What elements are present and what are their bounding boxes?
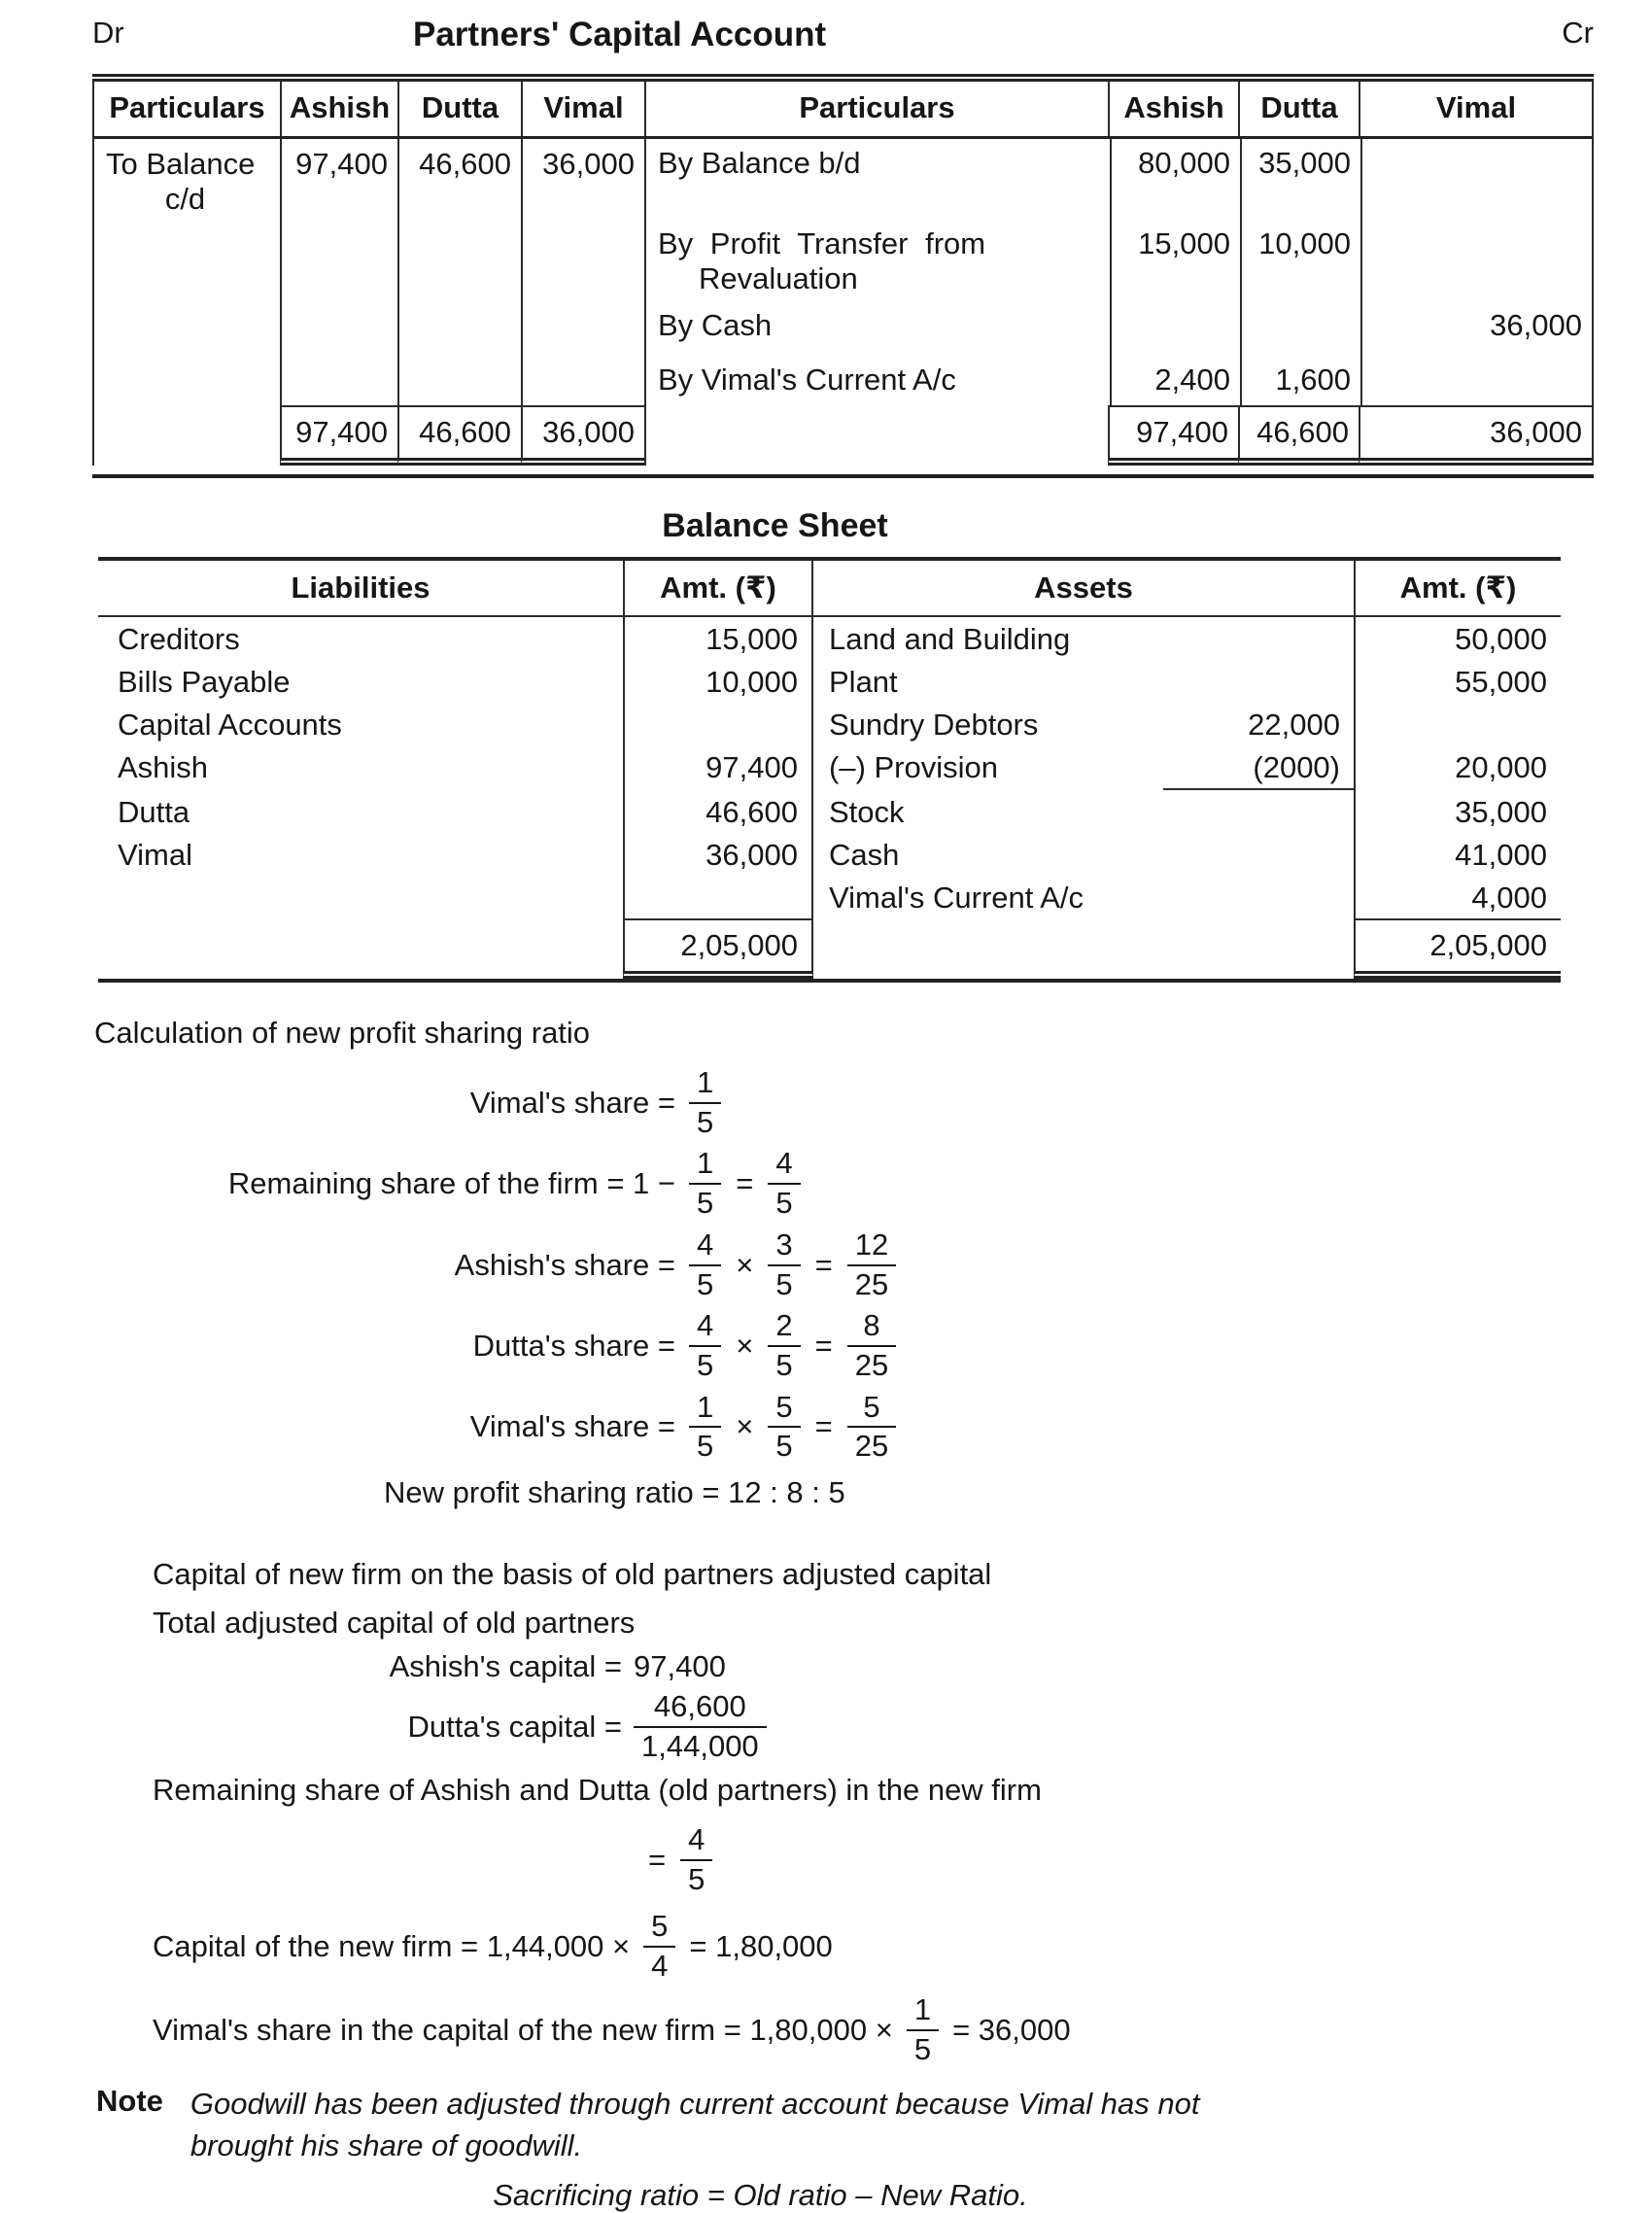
fraction: $\frac{3}{5}$ xyxy=(768,1228,800,1301)
fraction: $\frac{1}{5}$ xyxy=(907,1993,939,2066)
capital-credit-side xyxy=(644,139,1592,405)
totals-spacer xyxy=(98,918,623,979)
capital-new-firm-heading: Capital of new firm on the basis of old partners adjusted capital xyxy=(153,1557,992,1592)
debit-particulars-cell xyxy=(94,139,280,405)
liability-name: Capital Accounts xyxy=(118,708,342,742)
capital-table-header-row xyxy=(94,82,1592,139)
totals-spacer xyxy=(813,918,1163,979)
equals-sign: = xyxy=(814,1409,833,1444)
debit-particulars-line1: To Balance xyxy=(106,147,256,181)
liabilities-total: 2,05,000 xyxy=(623,918,813,979)
note-label: Note xyxy=(96,2083,163,2118)
asset-name: Sundry Debtors xyxy=(829,708,1039,742)
credit-row-label: By Vimal's Current A/c xyxy=(658,363,956,397)
asset-name: Land and Building xyxy=(829,622,1071,656)
debit-dutta-amount: 46,600 xyxy=(397,139,521,405)
debit-total-ashish: 97,400 xyxy=(280,405,397,466)
vimals-share-capital-line xyxy=(153,1992,1594,2068)
equals-sign: = xyxy=(736,1166,754,1201)
ashish-capital-value: 97,400 xyxy=(634,1648,726,1683)
asset-amount: 20,000 xyxy=(1354,745,1561,790)
formula-vimals-share-new xyxy=(92,1391,1594,1464)
debit-vimal-amount: 36,000 xyxy=(521,139,644,405)
multiply-sign: × xyxy=(736,1247,754,1282)
remaining-share-fraction-line xyxy=(648,1821,1594,1899)
dr-label: Dr xyxy=(92,16,124,50)
formula-vimals-share xyxy=(92,1066,1594,1139)
partners-capital-account-table xyxy=(92,74,1594,478)
formula-lhs: Vimal's share in the capital of the new firm = 1,80,000 × xyxy=(153,2012,893,2047)
liability-amount: 46,600 xyxy=(623,790,813,833)
formula-rhs xyxy=(689,1309,896,1382)
credit-ashish-amount: 15,000 xyxy=(1110,195,1240,296)
credit-vimal-amount xyxy=(1360,195,1592,296)
asset-amount xyxy=(1354,703,1561,745)
formula-lhs: Remaining share of the firm = 1 − xyxy=(227,1166,675,1201)
asset-inner-amount: 22,000 xyxy=(1248,708,1340,742)
remaining-share-heading: Remaining share of Ashish and Dutta (old partners) in the new firm xyxy=(153,1773,1042,1808)
fraction: $\frac{8}{25}$ xyxy=(847,1309,896,1382)
liability-amount: 36,000 xyxy=(623,833,813,876)
debit-total-vimal: 36,000 xyxy=(521,405,644,466)
liability-name: Vimal xyxy=(118,838,192,872)
totals-spacer xyxy=(644,405,1108,466)
credit-label-line1: By Profit Transfer from xyxy=(658,226,986,260)
fraction: $\frac{1}{5}$ xyxy=(689,1147,721,1220)
multiply-sign: × xyxy=(736,1329,754,1364)
header-amt-right: Amt. (₹) xyxy=(1354,561,1561,615)
capital-table-body xyxy=(94,139,1592,405)
header-ashish-debit: Ashish xyxy=(280,82,397,136)
asset-inner-amount xyxy=(1163,790,1354,833)
formula-duttas-share xyxy=(92,1309,1594,1382)
formula-lhs: Vimal's share = xyxy=(469,1085,675,1120)
credit-row-profit-transfer xyxy=(646,195,1592,296)
credit-vimal-amount xyxy=(1360,139,1592,195)
credit-total-dutta: 46,600 xyxy=(1238,405,1359,466)
fraction: $\frac{2}{5}$ xyxy=(768,1309,800,1382)
formula-remaining-share xyxy=(92,1147,1594,1220)
formula-lhs: Capital of the new firm = 1,44,000 × xyxy=(153,1928,631,1963)
liability-name: Bills Payable xyxy=(118,665,291,699)
dutta-capital-line xyxy=(92,1690,1594,1763)
ratio-calculation-heading: Calculation of new profit sharing ratio xyxy=(94,1016,591,1050)
header-particulars-credit: Particulars xyxy=(644,82,1108,136)
assets-total: 2,05,000 xyxy=(1354,918,1561,979)
formula-ashishs-share xyxy=(92,1228,1594,1301)
multiply-sign: × xyxy=(736,1409,754,1444)
debit-ashish-amount: 97,400 xyxy=(280,139,397,405)
asset-inner-amount xyxy=(1163,876,1354,918)
capital-of-new-firm-line xyxy=(153,1909,1594,1985)
capital-table-totals-row xyxy=(94,405,1592,466)
balance-sheet-totals-row xyxy=(98,918,1561,979)
formula-rhs xyxy=(689,1391,896,1464)
note-text: Goodwill has been adjusted through current account because Vimal has not brought his share of goodwill. xyxy=(189,2086,1200,2162)
liability-name: Ashish xyxy=(118,750,209,784)
equals-sign: = xyxy=(814,1247,833,1282)
credit-total-ashish: 97,400 xyxy=(1108,405,1238,466)
asset-name: (–) Provision xyxy=(829,750,998,784)
dutta-capital-value: 46,600 xyxy=(653,1688,746,1723)
formula-lhs: Vimal's share = xyxy=(469,1409,675,1444)
formula-result: = 36,000 xyxy=(952,2012,1071,2047)
credit-dutta-amount: 1,600 xyxy=(1240,347,1360,405)
header-liabilities: Liabilities xyxy=(291,571,430,605)
formula-rhs xyxy=(689,1147,801,1220)
asset-name: Vimal's Current A/c xyxy=(829,881,1084,915)
credit-dutta-amount: 35,000 xyxy=(1240,139,1360,195)
liability-amount: 97,400 xyxy=(623,745,813,790)
liability-amount: 10,000 xyxy=(623,660,813,703)
formula-rhs xyxy=(689,1228,896,1301)
liability-name: Dutta xyxy=(118,795,190,829)
totals-spacer xyxy=(94,405,280,466)
balance-sheet-row xyxy=(98,876,1561,918)
capital-debit-side xyxy=(94,139,644,405)
asset-amount: 4,000 xyxy=(1354,876,1561,918)
asset-inner-amount xyxy=(1163,833,1354,876)
credit-row-label: By Balance b/d xyxy=(658,146,861,180)
equals-sign: = xyxy=(648,1842,667,1877)
fraction: $\frac{4}{5}$ xyxy=(689,1228,721,1301)
header-amt-left: Amt. (₹) xyxy=(623,561,813,615)
asset-amount: 55,000 xyxy=(1354,660,1561,703)
fraction: $\frac{4}{5}$ xyxy=(680,1823,712,1896)
credit-row-cash xyxy=(646,296,1592,347)
balance-sheet-row-provision xyxy=(98,745,1561,790)
balance-sheet-row xyxy=(98,790,1561,833)
capital-account-header xyxy=(92,16,1594,64)
balance-sheet-row xyxy=(98,703,1561,745)
asset-name: Stock xyxy=(829,795,905,829)
header-dutta-credit: Dutta xyxy=(1238,82,1359,136)
asset-amount: 35,000 xyxy=(1354,790,1561,833)
capital-table-inner xyxy=(92,82,1594,466)
formula-rhs xyxy=(689,1066,721,1139)
formula-lhs: Ashish's capital = xyxy=(389,1648,622,1683)
asset-inner-amount xyxy=(1163,617,1354,660)
liability-name xyxy=(98,876,623,918)
debit-total-dutta: 46,600 xyxy=(397,405,521,466)
page-content xyxy=(92,16,1594,2213)
asset-inner-amount: (2000) xyxy=(1163,745,1354,790)
asset-amount: 41,000 xyxy=(1354,833,1561,876)
credit-dutta-amount xyxy=(1240,296,1360,347)
balance-sheet-row xyxy=(98,660,1561,703)
fraction: $\frac{5}{5}$ xyxy=(768,1391,800,1464)
formula-lhs: Dutta's capital = xyxy=(407,1709,622,1744)
liability-amount xyxy=(623,703,813,745)
credit-vimal-amount: 36,000 xyxy=(1360,296,1592,347)
totals-spacer xyxy=(1163,918,1354,979)
credit-label-line2: Revaluation xyxy=(699,261,858,295)
header-particulars-debit: Particulars xyxy=(109,90,265,124)
credit-row-label xyxy=(646,195,1110,296)
fraction: $\frac{5}{25}$ xyxy=(847,1391,896,1464)
fraction: $\frac{5}{4}$ xyxy=(643,1910,675,1983)
ashish-capital-line xyxy=(92,1649,1594,1684)
equals-sign: = xyxy=(814,1329,833,1364)
balance-sheet-table xyxy=(98,557,1561,983)
asset-amount: 50,000 xyxy=(1354,617,1561,660)
credit-vimal-amount xyxy=(1360,347,1592,405)
credit-ashish-amount: 2,400 xyxy=(1110,347,1240,405)
sum-stack xyxy=(634,1690,767,1763)
debit-particulars-line2: c/d xyxy=(164,182,206,216)
fraction: $\frac{4}{5}$ xyxy=(689,1309,721,1382)
new-profit-sharing-ratio: New profit sharing ratio = 12 : 8 : 5 xyxy=(384,1475,845,1510)
asset-inner-amount xyxy=(1163,660,1354,703)
total-capital-value: 1,44,000 xyxy=(634,1726,767,1764)
header-ashish-credit: Ashish xyxy=(1108,82,1238,136)
balance-sheet-header-row xyxy=(98,561,1561,617)
asset-name: Plant xyxy=(829,665,898,699)
total-adjusted-capital-heading: Total adjusted capital of old partners xyxy=(153,1605,636,1640)
credit-row-balance-bd xyxy=(646,139,1592,195)
balance-sheet-title: Balance Sheet xyxy=(662,507,888,544)
credit-ashish-amount: 80,000 xyxy=(1110,139,1240,195)
credit-dutta-amount: 10,000 xyxy=(1240,195,1360,296)
formula-lhs: Ashish's share = xyxy=(454,1247,675,1282)
credit-total-vimal: 36,000 xyxy=(1359,405,1592,466)
asset-name: Cash xyxy=(829,838,900,872)
fraction: $\frac{1}{5}$ xyxy=(689,1066,721,1139)
capital-account-title: Partners' Capital Account xyxy=(413,16,827,53)
fraction: $\frac{12}{25}$ xyxy=(847,1228,896,1301)
fraction: $\frac{1}{5}$ xyxy=(689,1391,721,1464)
balance-sheet-row xyxy=(98,833,1561,876)
credit-row-vimals-current xyxy=(646,347,1592,405)
formula-result: = 1,80,000 xyxy=(689,1928,833,1963)
liability-amount: 15,000 xyxy=(623,617,813,660)
formula-lhs: Dutta's share = xyxy=(472,1329,675,1364)
fraction: $\frac{4}{5}$ xyxy=(768,1147,800,1220)
credit-ashish-amount xyxy=(1110,296,1240,347)
cr-label: Cr xyxy=(1562,16,1594,50)
header-dutta-debit: Dutta xyxy=(397,82,521,136)
note-block xyxy=(96,2084,1594,2167)
balance-sheet-row xyxy=(98,617,1561,660)
liability-name: Creditors xyxy=(118,622,240,656)
liability-amount xyxy=(623,876,813,918)
sacrificing-ratio-line: Sacrificing ratio = Old ratio – New Ratio. xyxy=(493,2178,1028,2213)
credit-row-label: By Cash xyxy=(658,308,773,342)
header-assets: Assets xyxy=(1034,571,1133,605)
header-vimal-credit: Vimal xyxy=(1359,82,1592,136)
header-vimal-debit: Vimal xyxy=(521,82,644,136)
